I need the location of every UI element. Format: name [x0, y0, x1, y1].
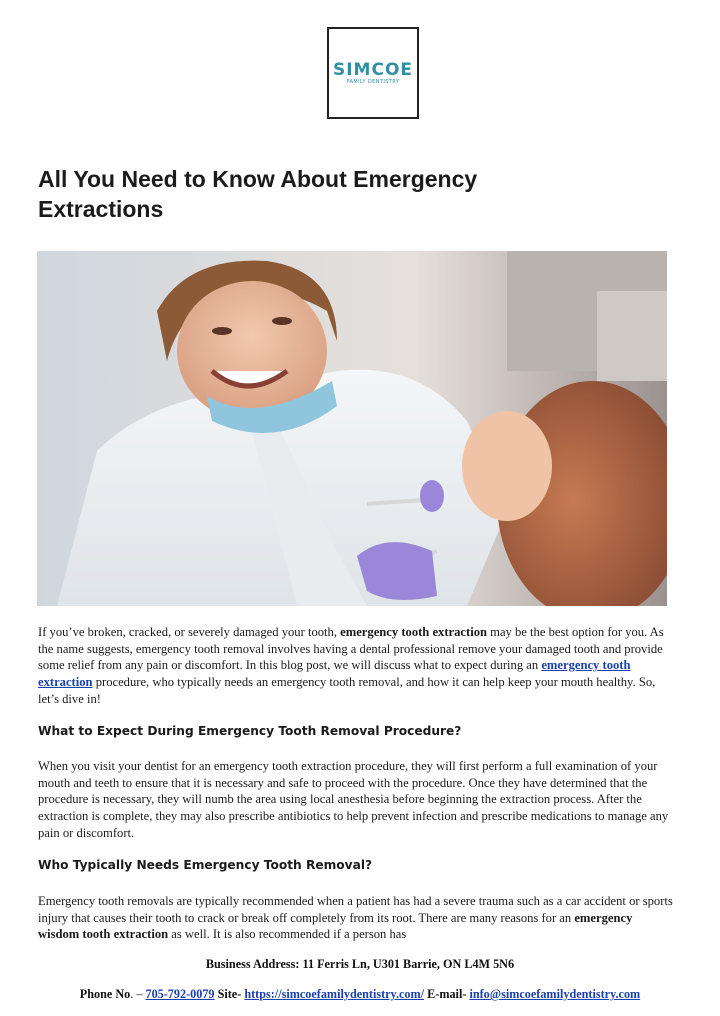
logo-wordmark: SIMCOE	[332, 59, 414, 80]
procedure-paragraph: When you visit your dentist for an emergency tooth extraction procedure, they will first perform a full examination of your mouth and teeth to ensure that it is necessary and safe to proceed with the procedure. Once they have determined that the procedure is necessary, they will numb the area using local anesthesia before beginning the extraction process. After the extraction is complete, they may also prescribe antibiotics to help prevent infection and prescribe medications to manage any pain or discomfort.	[38, 759, 669, 840]
website-link[interactable]: https://simcoefamilydentistry.com/	[244, 987, 425, 1001]
email-label: E-mail-	[424, 987, 470, 1001]
intro-bold-term: emergency tooth extraction	[340, 625, 488, 639]
who-needs-text-2: as well. It is also recommended if a person has	[168, 927, 407, 942]
phone-separator: . –	[130, 987, 146, 1001]
email-link[interactable]: info@simcoefamilydentistry.com	[469, 987, 641, 1001]
page-title: All You Need to Know About Emergency Extractions	[38, 166, 478, 222]
intro-text-1: If you’ve broken, cracked, or severely damaged your tooth,	[38, 625, 341, 639]
dentist-patient-illustration	[37, 251, 667, 606]
phone-link[interactable]: 705-792-0079	[145, 987, 215, 1001]
section-heading-who-needs: Who Typically Needs Emergency Tooth Removal?	[38, 858, 373, 872]
emergency-extraction-link[interactable]: emergency tooth extraction	[38, 658, 631, 690]
logo	[327, 27, 419, 119]
site-label: Site-	[214, 987, 245, 1001]
intro-paragraph	[38, 624, 674, 708]
who-needs-bold-term: emergency wisdom tooth extraction	[38, 910, 633, 942]
logo-subtitle: FAMILY DENTISTRY	[346, 78, 400, 85]
who-needs-text-1: Emergency tooth removals are typically recommended when a patient has had a severe trauma such as a car accident or sports injury that causes their tooth to crack or break off completely from its root. There are many reasons for an	[38, 894, 673, 925]
contact-line	[0, 987, 720, 1002]
intro-text-2: may be the best option for you. As the name suggests, emergency tooth removal involves having a dental professional remove your damaged tooth and provide some relief from any pain or discomfort. In this blog post, we will discuss what to expect during an	[38, 625, 664, 673]
who-needs-paragraph	[38, 893, 674, 943]
business-address: Business Address: 11 Ferris Ln, U301 Barrie, ON L4M 5N6	[205, 957, 515, 971]
section-heading-procedure: What to Expect During Emergency Tooth Removal Procedure?	[38, 724, 462, 738]
intro-text-3: procedure, who typically needs an emergency tooth removal, and how it can help keep your mouth healthy. So, let’s dive in!	[38, 675, 656, 706]
phone-label: Phone No	[79, 987, 131, 1001]
hero-image	[37, 251, 667, 606]
